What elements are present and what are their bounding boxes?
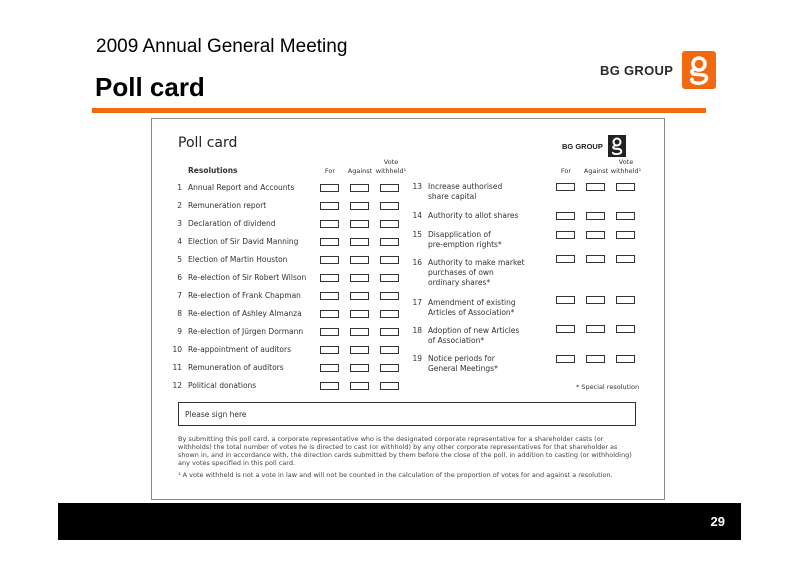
poll-card [151, 118, 665, 500]
withheld-checkbox[interactable] [380, 202, 399, 210]
resolution-label: Authority to make market [428, 258, 525, 267]
resolution-number: 14 [412, 211, 422, 220]
resolution-label-cont: General Meetings* [428, 364, 498, 373]
for-checkbox[interactable] [556, 212, 575, 220]
resolution-label: Re-election of Sir Robert Wilson [188, 273, 307, 282]
resolution-label: Political donations [188, 381, 257, 390]
resolutions-heading: Resolutions [188, 166, 238, 175]
resolution-number: 7 [177, 291, 182, 300]
resolution-number: 15 [412, 230, 422, 239]
for-checkbox[interactable] [556, 325, 575, 333]
resolution-label: Annual Report and Accounts [188, 183, 295, 192]
withheld-checkbox[interactable] [616, 355, 635, 363]
against-checkbox[interactable] [350, 274, 369, 282]
resolution-number: 2 [177, 201, 182, 210]
against-checkbox[interactable] [350, 310, 369, 318]
for-checkbox[interactable] [556, 355, 575, 363]
against-checkbox[interactable] [350, 202, 369, 210]
resolution-number: 5 [177, 255, 182, 264]
resolution-number: 9 [177, 327, 182, 336]
resolution-number: 17 [412, 298, 422, 307]
against-checkbox[interactable] [350, 256, 369, 264]
resolution-label: Re-election of Frank Chapman [188, 291, 301, 300]
card-logo-text: BG GROUP [562, 141, 603, 151]
resolution-number: 10 [172, 345, 182, 354]
withheld-checkbox[interactable] [380, 310, 399, 318]
bg-group-logo [600, 51, 716, 89]
resolution-number: 6 [177, 273, 182, 282]
resolution-label-cont: of Association* [428, 336, 485, 345]
withheld-checkbox[interactable] [616, 231, 635, 239]
for-checkbox[interactable] [320, 364, 339, 372]
page-number: 29 [710, 514, 725, 529]
withheld-checkbox[interactable] [380, 364, 399, 372]
resolution-label: Re-election of Ashley Almanza [188, 309, 302, 318]
resolution-label: Amendment of existing [428, 298, 516, 307]
resolution-number: 18 [412, 326, 422, 335]
against-checkbox[interactable] [586, 355, 605, 363]
withheld-checkbox[interactable] [616, 183, 635, 191]
col-for-left: For [324, 167, 336, 175]
resolution-number: 4 [177, 237, 182, 246]
for-checkbox[interactable] [556, 183, 575, 191]
resolution-number: 1 [177, 183, 182, 192]
slide-title: Poll card [95, 72, 205, 102]
withheld-checkbox[interactable] [380, 382, 399, 390]
resolution-label: Increase authorised [428, 182, 503, 191]
for-checkbox[interactable] [320, 238, 339, 246]
against-checkbox[interactable] [350, 346, 369, 354]
for-checkbox[interactable] [556, 296, 575, 304]
against-checkbox[interactable] [350, 184, 369, 192]
withheld-checkbox[interactable] [380, 256, 399, 264]
orange-divider [92, 108, 706, 113]
against-checkbox[interactable] [586, 296, 605, 304]
withheld-checkbox[interactable] [380, 220, 399, 228]
col-for-right: For [560, 167, 572, 175]
for-checkbox[interactable] [556, 255, 575, 263]
against-checkbox[interactable] [350, 382, 369, 390]
special-resolution-note: * Special resolution [576, 383, 640, 391]
against-checkbox[interactable] [586, 212, 605, 220]
resolution-label-cont: share capital [428, 192, 477, 201]
for-checkbox[interactable] [320, 202, 339, 210]
withheld-checkbox[interactable] [380, 238, 399, 246]
against-checkbox[interactable] [350, 292, 369, 300]
resolution-number: 11 [172, 363, 182, 372]
resolution-label-cont: purchases of own [428, 268, 494, 277]
resolution-number: 8 [177, 309, 182, 318]
resolution-label-cont: pre-emption rights* [428, 240, 502, 249]
withheld-checkbox[interactable] [616, 212, 635, 220]
for-checkbox[interactable] [320, 310, 339, 318]
for-checkbox[interactable] [320, 256, 339, 264]
resolution-label-cont: ordinary shares* [428, 278, 491, 287]
resolution-number: 19 [412, 354, 422, 363]
for-checkbox[interactable] [320, 292, 339, 300]
card-logo [562, 135, 626, 157]
against-checkbox[interactable] [350, 238, 369, 246]
for-checkbox[interactable] [320, 184, 339, 192]
col-withheld-right: withheld¹ [610, 167, 642, 175]
resolution-number: 13 [412, 182, 422, 191]
withheld-checkbox[interactable] [380, 346, 399, 354]
bg-logo-mark-icon [682, 51, 716, 89]
signature-label: Please sign here [185, 410, 247, 419]
resolution-label: Disapplication of [428, 230, 491, 239]
withheld-checkbox[interactable] [380, 184, 399, 192]
resolution-label: Authority to allot shares [428, 211, 519, 220]
against-checkbox[interactable] [586, 325, 605, 333]
resolution-label-cont: Articles of Association* [428, 308, 515, 317]
for-checkbox[interactable] [320, 274, 339, 282]
for-checkbox[interactable] [320, 382, 339, 390]
against-checkbox[interactable] [586, 183, 605, 191]
submission-paragraph: By submitting this poll card, a corporate representative who is the designated corporate representative for a shareholder casts (or withholds) the total number of votes he is directed to cast (or withhold) by any other corporate representatives for that shareholder as shown in, and in accordance with, the direction cards submitted by them before the close of the poll, in addition to casting (or withholding) any votes specified in this poll card. [178, 435, 632, 467]
resolution-number: 12 [172, 381, 182, 390]
resolution-label: Adoption of new Articles [428, 326, 520, 335]
withheld-checkbox[interactable] [616, 255, 635, 263]
withheld-checkbox[interactable] [380, 292, 399, 300]
for-checkbox[interactable] [320, 220, 339, 228]
resolution-label: Re-election of Jürgen Dormann [188, 327, 304, 336]
resolution-number: 3 [177, 219, 182, 228]
footer-bar [58, 503, 741, 540]
against-checkbox[interactable] [586, 231, 605, 239]
resolution-label: Election of Sir David Manning [188, 237, 299, 246]
resolution-label: Remuneration of auditors [188, 363, 284, 372]
meeting-subtitle: 2009 Annual General Meeting [96, 36, 348, 57]
col-against-right: Against [583, 167, 609, 175]
against-checkbox[interactable] [350, 364, 369, 372]
withheld-footnote: ¹ A vote withheld is not a vote in law and will not be counted in the calculation of the proportion of votes for and against a resolution. [178, 471, 613, 479]
withheld-checkbox[interactable] [616, 296, 635, 304]
resolution-label: Election of Martin Houston [188, 255, 288, 264]
withheld-checkbox[interactable] [616, 325, 635, 333]
resolution-number: 16 [412, 258, 422, 267]
resolution-label: Declaration of dividend [188, 219, 276, 228]
resolution-label: Re-appointment of auditors [188, 345, 292, 354]
card-title: Poll card [178, 135, 238, 151]
for-checkbox[interactable] [556, 231, 575, 239]
col-withheld-left: withheld¹ [375, 167, 407, 175]
against-checkbox[interactable] [586, 255, 605, 263]
resolution-label: Remuneration report [188, 201, 267, 210]
col-vote-right: Vote [618, 158, 634, 166]
signature-field[interactable] [178, 402, 636, 426]
col-against-left: Against [347, 167, 373, 175]
logo-text: BG GROUP [600, 62, 674, 78]
against-checkbox[interactable] [350, 328, 369, 336]
resolution-label: Notice periods for [428, 354, 495, 363]
for-checkbox[interactable] [320, 328, 339, 336]
for-checkbox[interactable] [320, 346, 339, 354]
withheld-checkbox[interactable] [380, 328, 399, 336]
withheld-checkbox[interactable] [380, 274, 399, 282]
col-vote-left: Vote [383, 158, 399, 166]
card-logo-mark-icon [608, 135, 626, 157]
against-checkbox[interactable] [350, 220, 369, 228]
